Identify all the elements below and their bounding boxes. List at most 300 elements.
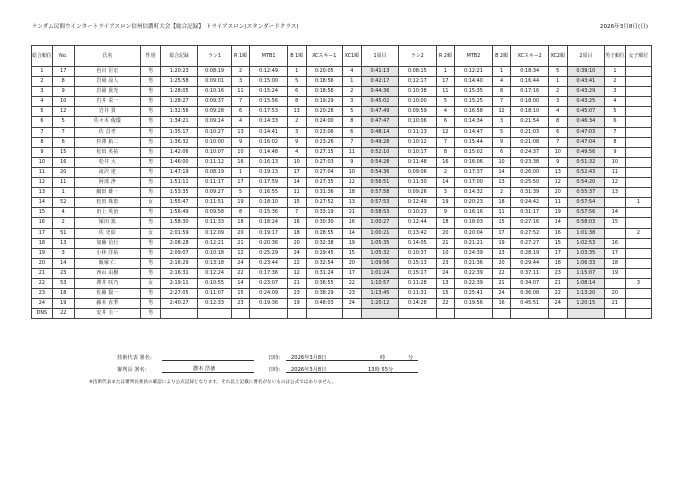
table-cell: 10 xyxy=(231,147,250,157)
table-cell: 0:17:37 xyxy=(455,167,492,177)
table-cell: DNS xyxy=(32,309,53,319)
table-cell: 4 xyxy=(492,77,511,87)
table-cell: 0:43:25 xyxy=(567,97,604,107)
table-cell: 16 xyxy=(548,228,567,238)
table-cell: 男 xyxy=(141,218,161,228)
table-cell: 0:10:23 xyxy=(399,208,436,218)
table-cell: 0:49:56 xyxy=(567,147,604,157)
table-cell: 1:05:35 xyxy=(361,238,398,248)
table-cell: 0:16:06 xyxy=(455,157,492,167)
table-cell xyxy=(361,309,398,319)
column-header: No. xyxy=(52,46,74,67)
table-cell: 0:19:56 xyxy=(455,299,492,309)
table-cell: 0:12:49 xyxy=(399,198,436,208)
table-row xyxy=(32,167,652,177)
table-cell: 7 xyxy=(52,127,74,137)
table-cell: 22 xyxy=(231,268,250,278)
table-cell: 16 xyxy=(52,157,74,167)
table-cell: 0:22:39 xyxy=(455,278,492,288)
table-cell: 11 xyxy=(52,178,74,188)
table-cell: 0:16:02 xyxy=(250,137,287,147)
table-cell: 0:18:24 xyxy=(250,218,287,228)
table-row xyxy=(32,107,652,117)
table-cell: 9 xyxy=(436,208,455,218)
table-cell: 22 xyxy=(492,268,511,278)
column-header: 1周目 xyxy=(361,46,398,67)
table-cell: 24 xyxy=(436,268,455,278)
athlete-name: 澤井 咲乃 xyxy=(74,278,141,288)
table-cell: 0:22:39 xyxy=(455,268,492,278)
table-cell: 15 xyxy=(492,218,511,228)
table-cell: 0:18:10 xyxy=(250,198,287,208)
header-row xyxy=(32,46,652,67)
table-cell: 0:34:07 xyxy=(511,278,548,288)
table-cell: 11 xyxy=(492,208,511,218)
table-cell: 10 xyxy=(342,167,361,177)
table-row xyxy=(32,218,652,228)
table-cell: 14 xyxy=(32,198,53,208)
table-row xyxy=(32,228,652,238)
column-header: 2周目 xyxy=(567,46,604,67)
results-body xyxy=(32,67,652,319)
table-cell: 18 xyxy=(342,188,361,198)
table-row xyxy=(32,147,652,157)
table-cell: 19 xyxy=(231,198,250,208)
table-row xyxy=(32,198,652,208)
table-cell: 6 xyxy=(492,147,511,157)
table-cell: 19 xyxy=(52,299,74,309)
table-cell: 22 xyxy=(32,278,53,288)
table-cell: 0:17:59 xyxy=(250,178,287,188)
table-cell: 5 xyxy=(287,77,306,87)
table-cell: 0:14:28 xyxy=(399,299,436,309)
table-cell: 0:11:07 xyxy=(198,289,231,299)
table-cell: 16 xyxy=(492,299,511,309)
table-cell: 22 xyxy=(548,289,567,299)
table-cell: 14 xyxy=(52,258,74,268)
table-cell: 0:54:36 xyxy=(361,167,398,177)
table-row xyxy=(32,208,652,218)
athlete-name: 阿部 浄 xyxy=(74,178,141,188)
table-cell: 0:19:17 xyxy=(250,228,287,238)
athlete-name: 岩井 栄一 xyxy=(74,97,141,107)
table-cell: 2 xyxy=(625,228,651,238)
table-cell: 22 xyxy=(52,309,74,319)
table-cell: 17 xyxy=(52,67,74,77)
table-cell: 12 xyxy=(548,178,567,188)
table-cell xyxy=(625,289,651,299)
table-cell: 3 xyxy=(32,87,53,97)
table-cell: 2 xyxy=(231,67,250,77)
table-cell: 1:20:12 xyxy=(361,299,398,309)
table-cell: 0:16:16 xyxy=(455,208,492,218)
table-row xyxy=(32,289,652,299)
table-cell: 男 xyxy=(141,147,161,157)
athlete-name: 色川 臣宏 xyxy=(74,67,141,77)
table-cell: 10 xyxy=(605,157,626,167)
table-cell: 0:25:29 xyxy=(250,248,287,258)
table-cell: 20 xyxy=(32,258,53,268)
table-cell: 12 xyxy=(231,248,250,258)
athlete-name: 細田 雄一 xyxy=(74,188,141,198)
table-cell: 0:23:44 xyxy=(250,258,287,268)
table-cell: 16 xyxy=(436,157,455,167)
table-cell: 0:45:02 xyxy=(361,97,398,107)
table-cell: 0:10:17 xyxy=(399,147,436,157)
table-cell xyxy=(625,157,651,167)
table-cell: 5 xyxy=(492,127,511,137)
table-cell: 0:58:53 xyxy=(361,208,398,218)
table-cell: 0:10:07 xyxy=(198,147,231,157)
table-cell: 男 xyxy=(141,157,161,167)
table-cell: 0:10:38 xyxy=(399,87,436,97)
table-row xyxy=(32,238,652,248)
table-cell: 0:12:33 xyxy=(198,299,231,309)
table-row xyxy=(32,137,652,147)
table-cell: 0:24:00 xyxy=(306,117,342,127)
table-cell: 0:36:08 xyxy=(511,289,548,299)
table-cell: 7 xyxy=(231,97,250,107)
table-cell: 0:23:06 xyxy=(306,127,342,137)
table-cell: 2:40:27 xyxy=(160,299,197,309)
table-cell: 0:27:16 xyxy=(511,218,548,228)
table-row xyxy=(32,67,652,77)
table-cell: 0:11:13 xyxy=(399,127,436,137)
table-cell: 0:29:45 xyxy=(306,248,342,258)
table-cell: 2:16:31 xyxy=(160,268,197,278)
table-cell: 24 xyxy=(342,299,361,309)
table-cell: 男 xyxy=(141,208,161,218)
table-cell: 11 xyxy=(342,147,361,157)
table-cell: 男 xyxy=(141,127,161,137)
athlete-name: 松田 珠恵 xyxy=(74,198,141,208)
table-cell: 0:18:10 xyxy=(511,107,548,117)
table-cell: 51 xyxy=(52,228,74,238)
table-cell: 男 xyxy=(141,258,161,268)
table-cell xyxy=(625,117,651,127)
table-cell: 19 xyxy=(287,299,306,309)
table-cell: 3 xyxy=(605,87,626,97)
table-cell: 20 xyxy=(605,289,626,299)
table-cell: 0:48:14 xyxy=(361,127,398,137)
table-cell xyxy=(492,309,511,319)
athlete-name: 松田 英祐 xyxy=(74,147,141,157)
table-cell: 14 xyxy=(436,178,455,188)
table-cell: 女 xyxy=(141,198,161,208)
table-cell: 1:56:49 xyxy=(160,208,197,218)
table-cell: 0:09:06 xyxy=(399,167,436,177)
table-cell: 2:19:11 xyxy=(160,278,197,288)
table-cell: 0:44:36 xyxy=(361,87,398,97)
table-cell: 15 xyxy=(548,238,567,248)
table-cell: 0:18:34 xyxy=(511,67,548,77)
table-cell: 20 xyxy=(287,238,306,248)
table-cell: 0:18:56 xyxy=(306,87,342,97)
athlete-name: 西山 由樹 xyxy=(74,268,141,278)
table-cell xyxy=(250,309,287,319)
table-cell: 0:52:43 xyxy=(567,167,604,177)
table-cell: 12 xyxy=(492,107,511,117)
table-cell xyxy=(436,309,455,319)
table-cell: 1 xyxy=(231,167,250,177)
table-cell: 0:15:35 xyxy=(455,87,492,97)
table-cell: 0:56:51 xyxy=(361,178,398,188)
table-cell: 8 xyxy=(287,97,306,107)
table-cell: 0:14:05 xyxy=(399,238,436,248)
table-cell: 0:08:19 xyxy=(198,167,231,177)
table-cell: 1 xyxy=(625,198,651,208)
table-cell: 6 xyxy=(342,127,361,137)
table-cell: 0:10:12 xyxy=(399,137,436,147)
column-header: R 1順 xyxy=(231,46,250,67)
table-cell: 12 xyxy=(52,107,74,117)
table-cell: 0:54:20 xyxy=(567,178,604,188)
table-cell: 0:18:56 xyxy=(306,77,342,87)
table-cell: 1:53:35 xyxy=(160,188,197,198)
table-cell xyxy=(625,299,651,309)
table-cell: 24 xyxy=(32,299,53,309)
table-cell: 13 xyxy=(342,198,361,208)
judge-time-label: 日時： xyxy=(268,367,284,373)
table-cell xyxy=(605,228,626,238)
table-cell: 0:25:41 xyxy=(455,289,492,299)
table-cell: 16 xyxy=(287,218,306,228)
table-cell: 3 xyxy=(492,117,511,127)
table-cell: 0:15:25 xyxy=(455,97,492,107)
table-cell: 0:09:27 xyxy=(198,188,231,198)
table-cell: 10 xyxy=(436,248,455,258)
table-cell: 1:02:53 xyxy=(567,238,604,248)
table-cell: 0:57:56 xyxy=(567,208,604,218)
table-cell: 0:13:42 xyxy=(399,228,436,238)
athlete-name: 岩井 貫 xyxy=(74,107,141,117)
table-cell: 0:52:10 xyxy=(361,147,398,157)
table-cell: 11 xyxy=(231,87,250,97)
table-cell: 0:18:00 xyxy=(511,97,548,107)
table-cell: 2:27:05 xyxy=(160,289,197,299)
table-cell xyxy=(548,309,567,319)
table-cell: 17 xyxy=(548,248,567,258)
table-cell: 21 xyxy=(32,268,53,278)
table-cell: 5 xyxy=(231,188,250,198)
table-cell: 8 xyxy=(548,117,567,127)
table-cell: 1:08:14 xyxy=(567,278,604,288)
table-cell: 1:36:32 xyxy=(160,137,197,147)
table-cell: 8 xyxy=(605,137,626,147)
table-cell: 0:12:24 xyxy=(198,268,231,278)
table-cell: 0:33:19 xyxy=(306,208,342,218)
table-cell: 0:21:03 xyxy=(511,127,548,137)
table-cell: 4 xyxy=(32,97,53,107)
table-cell: 5 xyxy=(436,97,455,107)
table-cell: 14 xyxy=(605,208,626,218)
table-cell: 0:28:55 xyxy=(306,228,342,238)
table-row xyxy=(32,178,652,188)
table-cell: 11 xyxy=(436,87,455,97)
table-cell: 0:47:47 xyxy=(361,117,398,127)
table-cell: 12 xyxy=(342,178,361,188)
table-cell: 0:41:13 xyxy=(361,67,398,77)
table-cell: 5 xyxy=(32,107,53,117)
table-cell: 6 xyxy=(287,87,306,97)
table-cell xyxy=(625,97,651,107)
athlete-name: 飯塚 仁 xyxy=(74,258,141,268)
table-cell: 0:09:26 xyxy=(399,188,436,198)
table-cell: 5 xyxy=(342,107,361,117)
table-cell: 8 xyxy=(436,147,455,157)
table-cell: 16 xyxy=(32,218,53,228)
table-cell: 19 xyxy=(605,268,626,278)
results-table xyxy=(31,45,652,319)
table-cell xyxy=(605,278,626,288)
table-cell: 9 xyxy=(605,147,626,157)
table-cell: 15 xyxy=(342,248,361,258)
table-cell: 0:30:30 xyxy=(306,218,342,228)
table-cell: 19 xyxy=(32,248,53,258)
table-cell: 0:23:26 xyxy=(306,137,342,147)
table-cell xyxy=(511,309,548,319)
table-cell: 1:13:20 xyxy=(567,289,604,299)
table-cell: 1:58:30 xyxy=(160,218,197,228)
table-cell: 5 xyxy=(605,107,626,117)
table-cell: 0:47:04 xyxy=(567,137,604,147)
table-cell: 14 xyxy=(342,228,361,238)
table-cell: 0:57:54 xyxy=(567,198,604,208)
table-cell: 1 xyxy=(32,67,53,77)
table-cell: 21 xyxy=(492,278,511,288)
table-cell: 1:10:57 xyxy=(361,278,398,288)
table-cell: 女 xyxy=(141,228,161,238)
column-header: ラン2 xyxy=(399,46,436,67)
table-cell: 0:20:23 xyxy=(455,198,492,208)
table-cell xyxy=(342,309,361,319)
table-cell: 2:08:28 xyxy=(160,238,197,248)
table-cell: 1 xyxy=(492,67,511,77)
table-cell: 男 xyxy=(141,167,161,177)
table-cell: 9 xyxy=(52,87,74,97)
table-cell: 0:27:27 xyxy=(511,238,548,248)
table-cell: 0:11:48 xyxy=(399,157,436,167)
table-cell: 男 xyxy=(141,137,161,147)
table-cell: 24 xyxy=(231,258,250,268)
table-cell: 0:23:07 xyxy=(250,278,287,288)
column-header: R 2順 xyxy=(436,46,455,67)
table-cell: 0:24:09 xyxy=(250,289,287,299)
table-cell: 15 xyxy=(231,289,250,299)
table-cell: 18 xyxy=(436,218,455,228)
table-cell: 11 xyxy=(287,188,306,198)
table-cell: 2:09:07 xyxy=(160,248,197,258)
table-cell: 12 xyxy=(287,268,306,278)
table-cell: 10 xyxy=(52,97,74,107)
table-cell: 0:11:28 xyxy=(399,278,436,288)
table-cell: 0:58:03 xyxy=(567,218,604,228)
table-cell: 11 xyxy=(605,167,626,177)
table-cell xyxy=(567,309,604,319)
table-cell: 3 xyxy=(625,278,651,288)
table-cell: 53 xyxy=(52,278,74,288)
table-cell: 24 xyxy=(492,289,511,299)
table-cell: 0:19:13 xyxy=(250,167,287,177)
tech-rep-label: 技術代表 署名： xyxy=(117,355,155,361)
tech-rep-hour: 時 xyxy=(380,355,386,361)
athlete-name: 滝沢 達 xyxy=(74,167,141,177)
table-cell: 10 xyxy=(548,147,567,157)
table-cell: 8 xyxy=(342,117,361,127)
table-cell: 0:25:50 xyxy=(511,178,548,188)
table-cell: 0:14:40 xyxy=(455,77,492,87)
column-header: ラン1 xyxy=(198,46,231,67)
table-cell: 0:47:49 xyxy=(361,107,398,117)
table-cell: 0:21:08 xyxy=(511,137,548,147)
table-cell: 2 xyxy=(342,87,361,97)
table-cell: 1 xyxy=(548,77,567,87)
table-cell: 男 xyxy=(141,299,161,309)
table-cell: 男 xyxy=(141,107,161,117)
table-cell: 0:27:15 xyxy=(306,147,342,157)
column-header: MTB1 xyxy=(250,46,287,67)
table-row xyxy=(32,157,652,167)
table-cell: 0:11:33 xyxy=(198,218,231,228)
table-cell: 1:51:11 xyxy=(160,178,197,188)
table-cell: 0:11:51 xyxy=(198,198,231,208)
column-header: B 2順 xyxy=(492,46,511,67)
table-cell: 17 xyxy=(231,178,250,188)
table-cell: 23 xyxy=(548,268,567,278)
table-cell: 0:15:17 xyxy=(399,268,436,278)
table-cell: 4 xyxy=(605,97,626,107)
table-cell: 0:49:28 xyxy=(361,137,398,147)
table-cell: 7 xyxy=(287,208,306,218)
table-cell: 0:21:21 xyxy=(455,238,492,248)
table-cell: 17 xyxy=(342,268,361,278)
table-cell: 0:09:28 xyxy=(198,107,231,117)
table-cell: 0:46:34 xyxy=(567,117,604,127)
table-cell: 23 xyxy=(231,299,250,309)
table-cell: 21 xyxy=(548,278,567,288)
table-cell xyxy=(605,198,626,208)
table-cell: 18 xyxy=(548,258,567,268)
table-cell: 0:08:15 xyxy=(399,67,436,77)
table-row xyxy=(32,188,652,198)
judge-label: 審判長 署名： xyxy=(117,367,150,373)
table-cell: 0:14:34 xyxy=(455,117,492,127)
footer-note: ※技術代表または審判長委員の確認により公式記録となります。それ以上記載に署名がないものは公式ではありません。 xyxy=(89,380,337,385)
table-cell: 男 xyxy=(141,309,161,319)
table-cell: 20 xyxy=(231,228,250,238)
table-cell: 15 xyxy=(52,147,74,157)
table-cell: 男 xyxy=(141,67,161,77)
table-cell: 1 xyxy=(605,67,626,77)
athlete-name: 田上 英治 xyxy=(74,208,141,218)
table-cell: 0:48:03 xyxy=(306,299,342,309)
table-cell: 男 xyxy=(141,268,161,278)
table-cell: 0:11:31 xyxy=(399,289,436,299)
table-cell: 0:57:53 xyxy=(361,198,398,208)
table-cell: 17 xyxy=(287,167,306,177)
column-header: 総合記録 xyxy=(160,46,197,67)
table-cell: 9 xyxy=(548,157,567,167)
table-cell: 20 xyxy=(52,167,74,177)
table-cell: 0:45:07 xyxy=(567,107,604,117)
table-cell: 女 xyxy=(141,278,161,288)
table-cell: 9 xyxy=(32,147,53,157)
tech-rep-date: 2026年3月8日 xyxy=(291,355,327,361)
column-header: XCスキー2 xyxy=(511,46,548,67)
table-cell: 4 xyxy=(342,67,361,77)
table-cell: 11 xyxy=(548,198,567,208)
table-cell: 7 xyxy=(32,127,53,137)
